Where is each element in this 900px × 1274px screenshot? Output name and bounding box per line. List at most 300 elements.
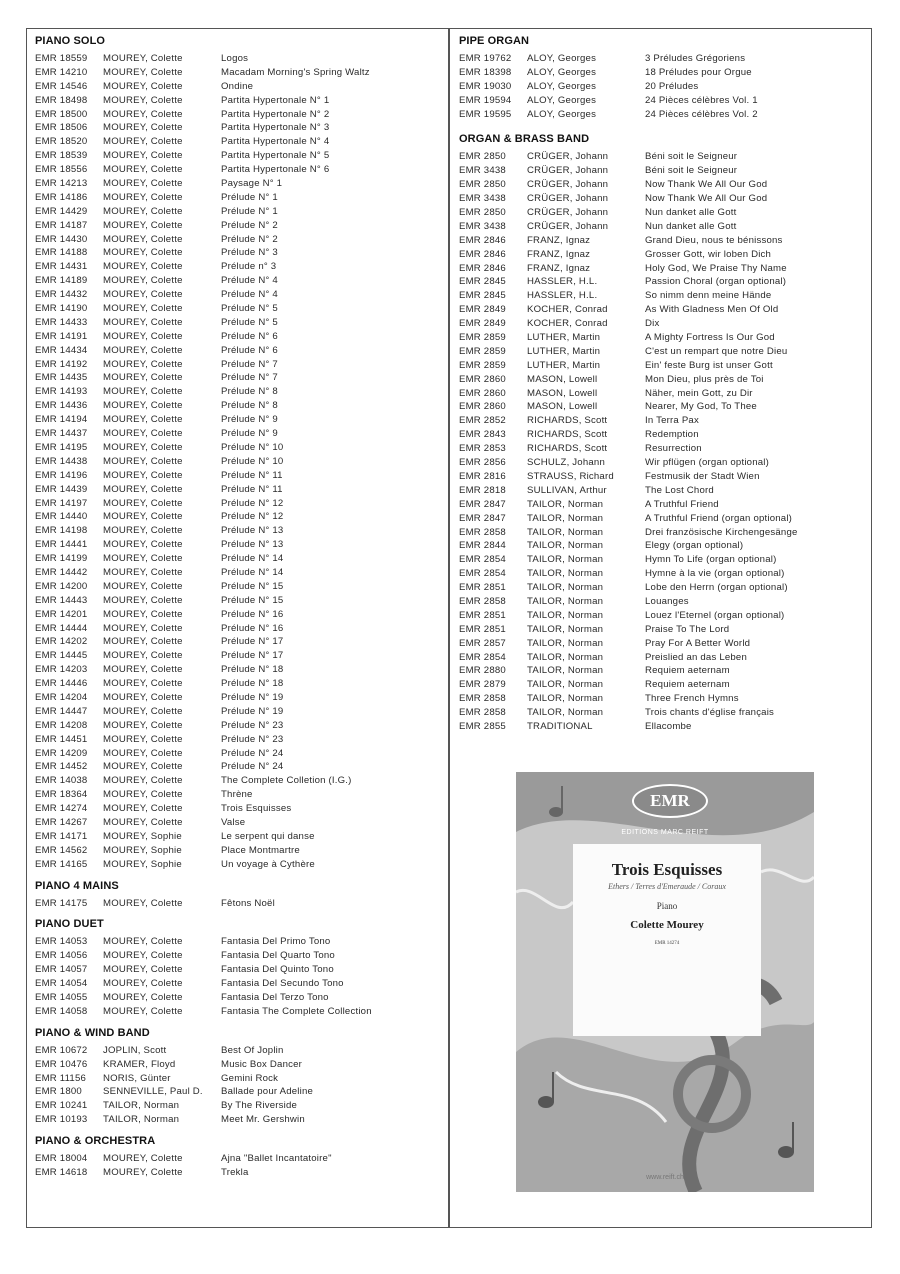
- catalog-row: [35, 635, 440, 649]
- work-title: Béni soit le Seigneur: [645, 151, 738, 163]
- composer-name: MOUREY, Colette: [103, 94, 183, 106]
- composer-name: MOUREY, Colette: [103, 622, 183, 634]
- work-title: Prélude N° 7: [221, 358, 278, 370]
- composer-name: RICHARDS, Scott: [527, 443, 608, 455]
- catalog-row: [459, 595, 864, 609]
- composer-name: MOUREY, Colette: [103, 594, 183, 606]
- catalog-number: EMR 2858: [459, 595, 506, 607]
- catalog-number: EMR 14213: [35, 178, 88, 190]
- catalog-row: [35, 497, 440, 511]
- composer-name: LUTHER, Martin: [527, 332, 601, 344]
- work-title: Fantasia Del Secundo Tono: [221, 978, 344, 990]
- catalog-row: [459, 150, 864, 164]
- composer-name: MASON, Lowell: [527, 373, 598, 385]
- work-title: Elegy (organ optional): [645, 540, 744, 552]
- composer-name: RICHARDS, Scott: [527, 415, 608, 427]
- composer-name: TAILOR, Norman: [527, 540, 604, 552]
- catalog-row: [35, 949, 440, 963]
- work-title: Best Of Joplin: [221, 1044, 284, 1056]
- composer-name: TAILOR, Norman: [527, 679, 604, 691]
- work-title: Partita Hypertonale N° 5: [221, 150, 330, 162]
- catalog-row: [35, 80, 440, 94]
- work-title: Prélude N° 6: [221, 344, 278, 356]
- composer-name: MOUREY, Colette: [103, 650, 183, 662]
- work-title: Resurrection: [645, 443, 702, 455]
- section-heading: PIANO 4 MAINS: [35, 879, 119, 892]
- work-title: Prélude N° 1: [221, 205, 278, 217]
- work-title: In Terra Pax: [645, 415, 699, 427]
- catalog-number: EMR 2854: [459, 554, 506, 566]
- catalog-number: EMR 14452: [35, 761, 88, 773]
- catalog-row: [459, 692, 864, 706]
- work-title: Prélude N° 16: [221, 622, 284, 634]
- work-title: Prélude N° 15: [221, 580, 284, 592]
- catalog-row: [459, 359, 864, 373]
- composer-name: MASON, Lowell: [527, 387, 598, 399]
- catalog-number: EMR 14444: [35, 622, 88, 634]
- catalog-row: [35, 747, 440, 761]
- composer-name: MOUREY, Colette: [103, 469, 183, 481]
- catalog-number: EMR 10193: [35, 1114, 88, 1126]
- catalog-number: EMR 2850: [459, 179, 506, 191]
- catalog-row: [459, 470, 864, 484]
- catalog-row: [459, 400, 864, 414]
- composer-name: MOUREY, Colette: [103, 330, 183, 342]
- work-title: Prélude N° 24: [221, 761, 284, 773]
- composer-name: MOUREY, Colette: [103, 136, 183, 148]
- work-title: Ajna "Ballet Incantatoire": [221, 1153, 332, 1165]
- catalog-row: [35, 371, 440, 385]
- composer-name: MOUREY, Colette: [103, 316, 183, 328]
- work-title: 3 Préludes Grégoriens: [645, 53, 746, 64]
- work-title: Prélude N° 3: [221, 247, 278, 259]
- composer-name: HASSLER, H.L.: [527, 290, 598, 302]
- composer-name: TAILOR, Norman: [527, 595, 604, 607]
- work-title: Thrène: [221, 789, 253, 801]
- catalog-number: EMR 14441: [35, 539, 88, 551]
- work-title: Dix: [645, 318, 660, 330]
- work-title: Redemption: [645, 429, 699, 441]
- cover-code: EMR 14274: [654, 941, 680, 946]
- work-title: Logos: [221, 53, 249, 64]
- work-title: Prélude N° 2: [221, 219, 278, 231]
- composer-name: MOUREY, Colette: [103, 205, 183, 217]
- work-title: Fantasia The Complete Collection: [221, 1005, 372, 1017]
- cover-publisher: EDITIONS MARC REIFT: [621, 829, 709, 836]
- catalog-row: [459, 164, 864, 178]
- catalog-row: [35, 1113, 440, 1127]
- catalog-row: [35, 802, 440, 816]
- catalog-number: EMR 2859: [459, 359, 506, 371]
- catalog-row: [35, 1072, 440, 1086]
- work-title: By The Riverside: [221, 1100, 298, 1112]
- catalog-number: EMR 18398: [459, 66, 512, 78]
- catalog-number: EMR 14451: [35, 733, 88, 745]
- catalog-row: [35, 246, 440, 260]
- work-title: Prélude N° 1: [221, 191, 278, 203]
- catalog-number: EMR 18506: [35, 122, 88, 134]
- composer-name: MOUREY, Colette: [103, 897, 183, 909]
- work-title: Now Thank We All Our God: [645, 179, 768, 191]
- section-heading: PIANO & WIND BAND: [35, 1026, 150, 1039]
- catalog-number: EMR 14208: [35, 719, 88, 731]
- catalog-number: EMR 14618: [35, 1167, 88, 1179]
- catalog-row: [459, 262, 864, 276]
- work-title: Prélude N° 6: [221, 330, 278, 342]
- work-title: Grand Dieu, nous te bénissons: [645, 234, 783, 246]
- catalog-row: [459, 303, 864, 317]
- work-title: Prélude N° 18: [221, 664, 284, 676]
- catalog-row: [459, 414, 864, 428]
- work-title: Prélude N° 10: [221, 455, 284, 467]
- catalog-number: EMR 2845: [459, 276, 506, 288]
- composer-name: MOUREY, Colette: [103, 150, 183, 162]
- catalog-row: [35, 788, 440, 802]
- composer-name: MOUREY, Colette: [103, 789, 183, 801]
- catalog-number: EMR 14195: [35, 441, 88, 453]
- work-title: Prélude N° 15: [221, 594, 284, 606]
- composer-name: MOUREY, Colette: [103, 66, 183, 78]
- composer-name: MOUREY, Colette: [103, 219, 183, 231]
- work-title: Hymne à la vie (organ optional): [645, 568, 785, 580]
- catalog-row: [35, 844, 440, 858]
- catalog-number: EMR 14165: [35, 858, 88, 870]
- catalog-number: EMR 3438: [459, 220, 506, 232]
- catalog-number: EMR 2843: [459, 429, 506, 441]
- score-cover-image: [516, 772, 814, 1192]
- composer-name: MOUREY, Colette: [103, 455, 183, 467]
- catalog-row: [35, 649, 440, 663]
- catalog-number: EMR 14038: [35, 775, 88, 787]
- composer-name: MOUREY, Colette: [103, 511, 183, 523]
- catalog-row: [35, 1099, 440, 1113]
- left-column: [35, 33, 440, 1186]
- work-title: Wir pflügen (organ optional): [645, 457, 769, 469]
- composer-name: MOUREY, Colette: [103, 344, 183, 356]
- catalog-number: EMR 14175: [35, 897, 88, 909]
- work-title: Partita Hypertonale N° 1: [221, 94, 330, 106]
- catalog-number: EMR 14199: [35, 553, 88, 565]
- composer-name: TAILOR, Norman: [527, 651, 604, 663]
- catalog-row: [35, 816, 440, 830]
- composer-name: MOUREY, Colette: [103, 733, 183, 745]
- work-title: Prélude N° 14: [221, 553, 284, 565]
- composer-name: MOUREY, Colette: [103, 580, 183, 592]
- composer-name: JOPLIN, Scott: [103, 1044, 167, 1056]
- catalog-row: [35, 1005, 440, 1019]
- catalog-number: EMR 10241: [35, 1100, 88, 1112]
- composer-name: MOUREY, Colette: [103, 978, 183, 990]
- catalog-number: EMR 14430: [35, 233, 88, 245]
- composer-name: MOUREY, Colette: [103, 233, 183, 245]
- composer-name: STRAUSS, Richard: [527, 470, 614, 482]
- composer-name: MOUREY, Colette: [103, 816, 183, 828]
- catalog-row: [35, 991, 440, 1005]
- catalog-number: EMR 14431: [35, 261, 88, 273]
- catalog-number: EMR 2846: [459, 248, 506, 260]
- work-title: C'est un rempart que notre Dieu: [645, 345, 788, 357]
- cover-website: www.reift.ch: [646, 1174, 684, 1181]
- catalog-row: [35, 219, 440, 233]
- catalog-number: EMR 14171: [35, 830, 88, 842]
- work-title: 18 Préludes pour Orgue: [645, 66, 752, 78]
- catalog-row: [35, 1044, 440, 1058]
- work-title: Fantasia Del Terzo Tono: [221, 992, 329, 1003]
- composer-name: MOUREY, Colette: [103, 950, 183, 962]
- catalog-row: [35, 483, 440, 497]
- work-title: Holy God, We Praise Thy Name: [645, 262, 787, 274]
- composer-name: MOUREY, Colette: [103, 539, 183, 551]
- catalog-number: EMR 14194: [35, 414, 88, 426]
- catalog-number: EMR 2860: [459, 401, 506, 413]
- composer-name: CRÜGER, Johann: [527, 151, 609, 163]
- work-title: Prélude n° 3: [221, 261, 277, 273]
- work-title: Prélude N° 23: [221, 733, 284, 745]
- cover-instrument: Piano: [656, 901, 678, 911]
- catalog-row: [35, 552, 440, 566]
- catalog-number: EMR 14443: [35, 594, 88, 606]
- composer-name: KOCHER, Conrad: [527, 304, 608, 316]
- catalog-row: [35, 677, 440, 691]
- cover-title: Trois Esquisses: [611, 860, 723, 879]
- work-title: Music Box Dancer: [221, 1058, 303, 1070]
- catalog-number: EMR 14187: [35, 219, 88, 231]
- catalog-section: [459, 131, 864, 733]
- work-title: Prélude N° 8: [221, 386, 278, 398]
- catalog-number: EMR 14053: [35, 936, 88, 948]
- section-heading: PIANO DUET: [35, 918, 104, 931]
- composer-name: MOUREY, Colette: [103, 553, 183, 565]
- composer-name: MOUREY, Colette: [103, 719, 183, 731]
- work-title: Requiem aeternam: [645, 679, 730, 691]
- work-title: Prélude N° 23: [221, 719, 284, 731]
- composer-name: TAILOR, Norman: [527, 498, 604, 510]
- catalog-number: EMR 18556: [35, 164, 88, 176]
- catalog-number: EMR 2858: [459, 526, 506, 538]
- work-title: A Truthful Friend (organ optional): [645, 512, 793, 524]
- catalog-number: EMR 18500: [35, 108, 88, 120]
- section-heading: PIPE ORGAN: [459, 35, 530, 47]
- publisher-logo: EMR: [632, 784, 708, 818]
- composer-name: TAILOR, Norman: [527, 665, 604, 677]
- work-title: Requiem aeternam: [645, 665, 730, 677]
- composer-name: MOUREY, Colette: [103, 678, 183, 690]
- catalog-number: EMR 18520: [35, 136, 88, 148]
- catalog-row: [459, 637, 864, 651]
- catalog-number: EMR 14432: [35, 289, 88, 301]
- catalog-row: [35, 1085, 440, 1099]
- composer-name: MOUREY, Colette: [103, 53, 183, 64]
- catalog-row: [459, 442, 864, 456]
- work-title: Nun danket alle Gott: [645, 207, 737, 219]
- catalog-row: [35, 274, 440, 288]
- composer-name: LUTHER, Martin: [527, 359, 601, 371]
- composer-name: MOUREY, Colette: [103, 964, 183, 976]
- catalog-row: [459, 206, 864, 220]
- work-title: Fantasia Del Quarto Tono: [221, 950, 335, 962]
- composer-name: MOUREY, Colette: [103, 525, 183, 537]
- section-heading: ORGAN & BRASS BAND: [459, 133, 590, 146]
- catalog-row: [35, 385, 440, 399]
- catalog-number: EMR 3438: [459, 165, 506, 177]
- composer-name: KOCHER, Conrad: [527, 318, 608, 330]
- composer-name: RICHARDS, Scott: [527, 429, 608, 441]
- catalog-row: [35, 149, 440, 163]
- composer-name: CRÜGER, Johann: [527, 207, 609, 219]
- composer-name: MOUREY, Colette: [103, 80, 183, 92]
- catalog-number: EMR 2847: [459, 498, 506, 510]
- composer-name: MOUREY, Colette: [103, 289, 183, 301]
- catalog-number: EMR 2844: [459, 540, 506, 552]
- catalog-number: EMR 14191: [35, 330, 88, 342]
- catalog-section: [459, 33, 864, 121]
- catalog-number: EMR 2855: [459, 720, 506, 732]
- section-heading: PIANO & ORCHESTRA: [35, 1135, 156, 1148]
- composer-name: MOUREY, Colette: [103, 191, 183, 203]
- composer-name: MOUREY, Colette: [103, 275, 183, 287]
- catalog-number: EMR 2859: [459, 345, 506, 357]
- composer-name: CRÜGER, Johann: [527, 193, 609, 205]
- catalog-row: [459, 52, 864, 66]
- composer-name: ALOY, Georges: [527, 66, 597, 78]
- catalog-row: [35, 177, 440, 191]
- composer-name: CRÜGER, Johann: [527, 179, 609, 191]
- catalog-row: [35, 427, 440, 441]
- composer-name: MOUREY, Sophie: [103, 858, 182, 870]
- catalog-number: EMR 14196: [35, 469, 88, 481]
- catalog-row: [35, 316, 440, 330]
- work-title: Partita Hypertonale N° 2: [221, 108, 330, 120]
- composer-name: TAILOR, Norman: [103, 1100, 180, 1112]
- catalog-number: EMR 19594: [459, 94, 512, 106]
- catalog-number: EMR 19762: [459, 53, 512, 64]
- composer-name: MOUREY, Colette: [103, 386, 183, 398]
- catalog-number: EMR 2851: [459, 582, 506, 594]
- composer-name: CRÜGER, Johann: [527, 220, 609, 232]
- composer-name: MOUREY, Colette: [103, 636, 183, 648]
- catalog-number: EMR 14209: [35, 747, 88, 759]
- catalog-row: [35, 566, 440, 580]
- composer-name: MOUREY, Colette: [103, 936, 183, 948]
- catalog-row: [35, 1166, 440, 1180]
- catalog-number: EMR 14200: [35, 580, 88, 592]
- catalog-row: [35, 344, 440, 358]
- work-title: Trois Esquisses: [221, 803, 292, 815]
- catalog-row: [459, 275, 864, 289]
- catalog-number: EMR 3438: [459, 193, 506, 205]
- work-title: Louanges: [645, 595, 689, 607]
- composer-name: MOUREY, Colette: [103, 1005, 183, 1017]
- work-title: Now Thank We All Our God: [645, 193, 768, 205]
- catalog-number: EMR 18498: [35, 94, 88, 106]
- composer-name: ALOY, Georges: [527, 80, 597, 92]
- catalog-row: [35, 594, 440, 608]
- composer-name: FRANZ, Ignaz: [527, 262, 591, 274]
- catalog-number: EMR 2849: [459, 304, 506, 316]
- catalog-number: EMR 2859: [459, 332, 506, 344]
- work-title: Ein' feste Burg ist unser Gott: [645, 359, 773, 371]
- catalog-row: [35, 524, 440, 538]
- work-title: Näher, mein Gott, zu Dir: [645, 387, 753, 399]
- catalog-row: [459, 512, 864, 526]
- work-title: Valse: [221, 816, 246, 828]
- catalog-number: EMR 14433: [35, 316, 88, 328]
- catalog-number: EMR 14204: [35, 691, 88, 703]
- catalog-row: [459, 456, 864, 470]
- composer-name: TAILOR, Norman: [527, 609, 604, 621]
- work-title: Paysage N° 1: [221, 178, 283, 190]
- work-title: Prélude N° 24: [221, 747, 284, 759]
- catalog-number: EMR 1800: [35, 1086, 82, 1098]
- catalog-number: EMR 2846: [459, 262, 506, 274]
- catalog-row: [35, 288, 440, 302]
- catalog-row: [35, 510, 440, 524]
- work-title: Le serpent qui danse: [221, 830, 315, 842]
- catalog-number: EMR 14055: [35, 992, 88, 1003]
- catalog-number: EMR 19030: [459, 80, 512, 92]
- composer-name: MOUREY, Colette: [103, 761, 183, 773]
- catalog-row: [35, 52, 440, 66]
- catalog-row: [459, 664, 864, 678]
- catalog-row: [35, 830, 440, 844]
- composer-name: MOUREY, Colette: [103, 358, 183, 370]
- composer-name: MOUREY, Colette: [103, 414, 183, 426]
- composer-name: KRAMER, Floyd: [103, 1058, 176, 1070]
- work-title: Prélude N° 10: [221, 441, 284, 453]
- work-title: Partita Hypertonale N° 3: [221, 122, 330, 134]
- catalog-row: [459, 108, 864, 122]
- composer-name: TAILOR, Norman: [527, 568, 604, 580]
- work-title: Prélude N° 17: [221, 650, 284, 662]
- work-title: So nimm denn meine Hände: [645, 290, 772, 302]
- work-title: Prélude N° 5: [221, 303, 278, 315]
- catalog-row: [35, 66, 440, 80]
- composer-name: LUTHER, Martin: [527, 345, 601, 357]
- work-title: Place Montmartre: [221, 844, 300, 856]
- composer-name: MOUREY, Colette: [103, 1153, 183, 1165]
- composer-name: MOUREY, Colette: [103, 178, 183, 190]
- work-title: Prélude N° 9: [221, 428, 278, 440]
- composer-name: MOUREY, Colette: [103, 441, 183, 453]
- composer-name: NORIS, Günter: [103, 1072, 171, 1084]
- catalog-row: [459, 178, 864, 192]
- catalog-number: EMR 14439: [35, 483, 88, 495]
- catalog-row: [35, 691, 440, 705]
- composer-name: MOUREY, Colette: [103, 1167, 183, 1179]
- work-title: Prélude N° 17: [221, 636, 284, 648]
- work-title: Hymn To Life (organ optional): [645, 554, 777, 566]
- composer-name: MOUREY, Colette: [103, 608, 183, 620]
- composer-name: FRANZ, Ignaz: [527, 234, 591, 246]
- catalog-number: EMR 2846: [459, 234, 506, 246]
- composer-name: SULLIVAN, Arthur: [527, 484, 607, 496]
- catalog-row: [35, 705, 440, 719]
- catalog-number: EMR 14189: [35, 275, 88, 287]
- cover-title-panel: [573, 844, 761, 1036]
- catalog-number: EMR 14210: [35, 66, 88, 78]
- work-title: Prélude N° 13: [221, 525, 284, 537]
- catalog-number: EMR 2847: [459, 512, 506, 524]
- catalog-number: EMR 14203: [35, 664, 88, 676]
- catalog-row: [459, 289, 864, 303]
- composer-name: MOUREY, Colette: [103, 664, 183, 676]
- catalog-number: EMR 2845: [459, 290, 506, 302]
- work-title: A Truthful Friend: [645, 498, 719, 510]
- work-title: Meet Mr. Gershwin: [221, 1114, 305, 1126]
- catalog-number: EMR 14198: [35, 525, 88, 537]
- work-title: As With Gladness Men Of Old: [645, 304, 779, 316]
- catalog-row: [35, 358, 440, 372]
